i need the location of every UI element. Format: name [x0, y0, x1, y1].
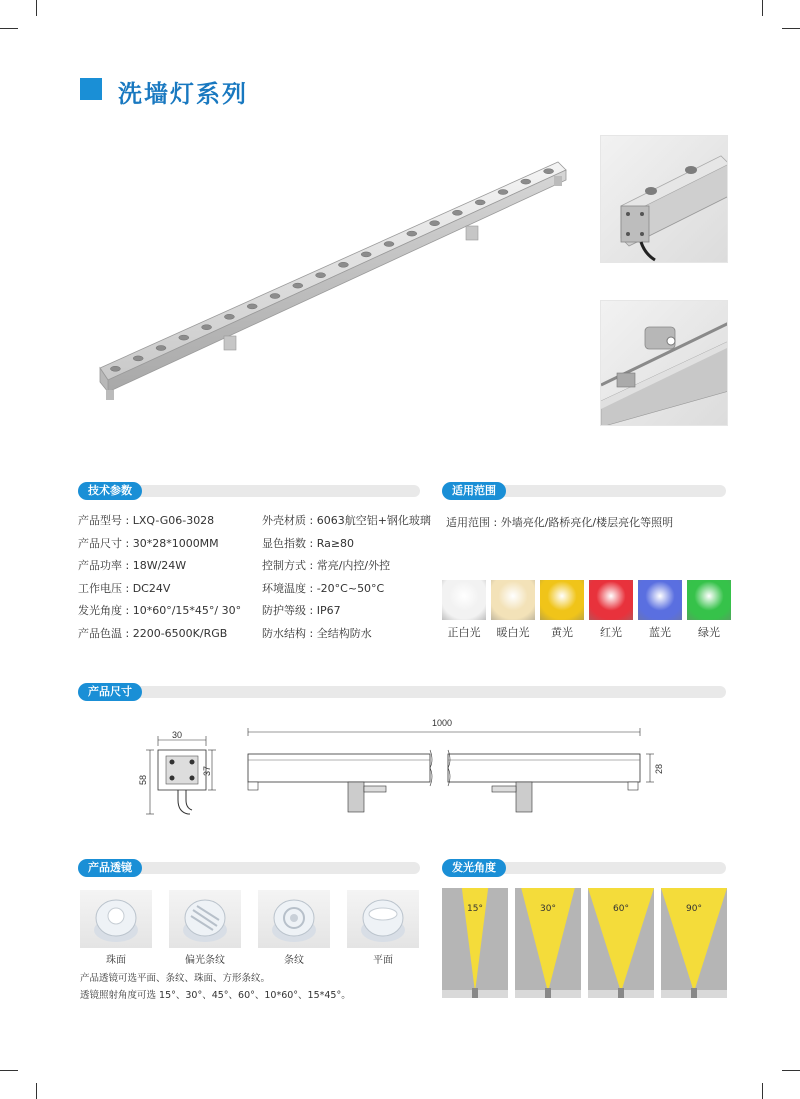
spec-voltage: 工作电压 : DC24V [78, 581, 171, 595]
crop-mark [36, 1083, 37, 1099]
beam-angle-label: 30° [540, 904, 556, 914]
page-title: 洗墙灯系列 [118, 80, 248, 108]
spec-control: 控制方式 : 常亮/内控/外控 [262, 559, 391, 573]
dim-body-height-label: 37 [202, 765, 213, 777]
application-text: 适用范围 : 外墙亮化/路桥亮化/楼层亮化等照明 [446, 516, 674, 529]
spec-model: 产品型号 : LXQ-G06-3028 [78, 514, 215, 527]
led-emitter [133, 356, 143, 361]
color-label: 暖白光 [496, 626, 530, 639]
crop-mark [762, 0, 763, 16]
lens-image-polarized-stripe [169, 890, 241, 948]
led-emitter [316, 273, 326, 278]
mounting-bracket-detail-photo [600, 300, 728, 426]
product-hero-image [90, 150, 580, 410]
color-label: 绿光 [698, 626, 720, 639]
section-title-dimensions: 产品尺寸 [78, 683, 142, 701]
dim-profile-label: 28 [654, 763, 665, 775]
led-emitter [202, 325, 212, 330]
spec-list-right [262, 510, 431, 646]
dim-length-label: 1000 [432, 718, 453, 728]
dim-total-height-label: 58 [138, 774, 149, 786]
spec-cri: 显色指数 : Ra≥80 [262, 536, 355, 550]
color-swatch-yellow [540, 580, 584, 620]
led-emitter [110, 366, 120, 371]
led-emitter [430, 221, 440, 226]
spec-waterproof: 防水结构 : 全结构防水 [262, 626, 372, 640]
section-title-application: 适用范围 [442, 482, 506, 500]
led-emitter [293, 283, 303, 288]
led-emitter [452, 210, 462, 215]
beam-source [618, 988, 624, 998]
color-swatch-row [442, 580, 732, 640]
beam-source [691, 988, 697, 998]
section-title-beam-angle: 发光角度 [442, 859, 506, 877]
spec-color-temp: 产品色温 : 2200-6500K/RGB [78, 626, 228, 640]
section-bar-dimensions [78, 686, 726, 698]
beam-angle-label: 90° [686, 904, 702, 914]
color-swatch-cool-white [442, 580, 486, 620]
lens-image-flat [347, 890, 419, 948]
dim-width-label: 30 [172, 730, 183, 740]
lens-label: 平面 [373, 955, 393, 966]
end-cap-detail-photo [600, 135, 728, 263]
spec-ambient-temp: 环境温度 : -20°C~50°C [262, 581, 385, 595]
lens-label: 珠面 [106, 955, 126, 966]
led-emitter [338, 262, 348, 267]
beam-angle-label: 15° [467, 904, 483, 914]
color-label: 正白光 [447, 626, 481, 639]
led-emitter [521, 179, 531, 184]
color-label: 蓝光 [649, 626, 671, 639]
lens-row [80, 890, 420, 970]
led-emitter [270, 294, 280, 299]
side-view-drawing [240, 720, 670, 820]
lens-note-angles: 透镜照射角度可选 15°、30°、45°、60°、10*60°、15*45°。 [80, 990, 351, 1001]
led-emitter [498, 190, 508, 195]
title-marker [80, 78, 102, 100]
section-title-tech-params: 技术参数 [78, 482, 142, 500]
led-emitter [247, 304, 257, 309]
spec-size: 产品尺寸 : 30*28*1000MM [78, 536, 219, 550]
led-emitter [224, 314, 234, 319]
beam-angle-label: 60° [613, 904, 629, 914]
color-swatch-green [687, 580, 731, 620]
beam-source [472, 988, 478, 998]
crop-mark [36, 0, 37, 16]
spec-power: 产品功率 : 18W/24W [78, 559, 187, 573]
spec-list-left [78, 510, 241, 646]
led-emitter [544, 169, 554, 174]
spec-beam-angle: 发光角度 : 10*60°/15*45°/ 30° [78, 604, 242, 618]
led-emitter [179, 335, 189, 340]
lens-label: 条纹 [284, 955, 304, 966]
led-emitter [384, 242, 394, 247]
lens-image-bead [80, 890, 152, 948]
beam-angle-row [442, 888, 732, 1000]
crop-mark [782, 28, 800, 29]
led-emitter [361, 252, 371, 257]
section-title-lens: 产品透镜 [78, 859, 142, 877]
crop-mark [0, 1070, 18, 1071]
led-emitter [156, 346, 166, 351]
color-swatch-warm-white [491, 580, 535, 620]
spec-ip-rating: 防护等级 : IP67 [262, 604, 341, 618]
crop-mark [762, 1083, 763, 1099]
color-label: 红光 [600, 626, 622, 639]
lens-image-stripe [258, 890, 330, 948]
beam-source [545, 988, 551, 998]
led-emitter [407, 231, 417, 236]
spec-housing: 外壳材质 : 6063航空铝+钢化玻璃 [262, 514, 431, 527]
color-swatch-red [589, 580, 633, 620]
lens-label: 偏光条纹 [185, 955, 225, 966]
led-emitter [475, 200, 485, 205]
color-label: 黄光 [551, 626, 573, 639]
color-swatch-blue [638, 580, 682, 620]
lens-note-options: 产品透镜可选平面、条纹、珠面、方形条纹。 [80, 973, 271, 984]
crop-mark [782, 1070, 800, 1071]
crop-mark [0, 28, 18, 29]
